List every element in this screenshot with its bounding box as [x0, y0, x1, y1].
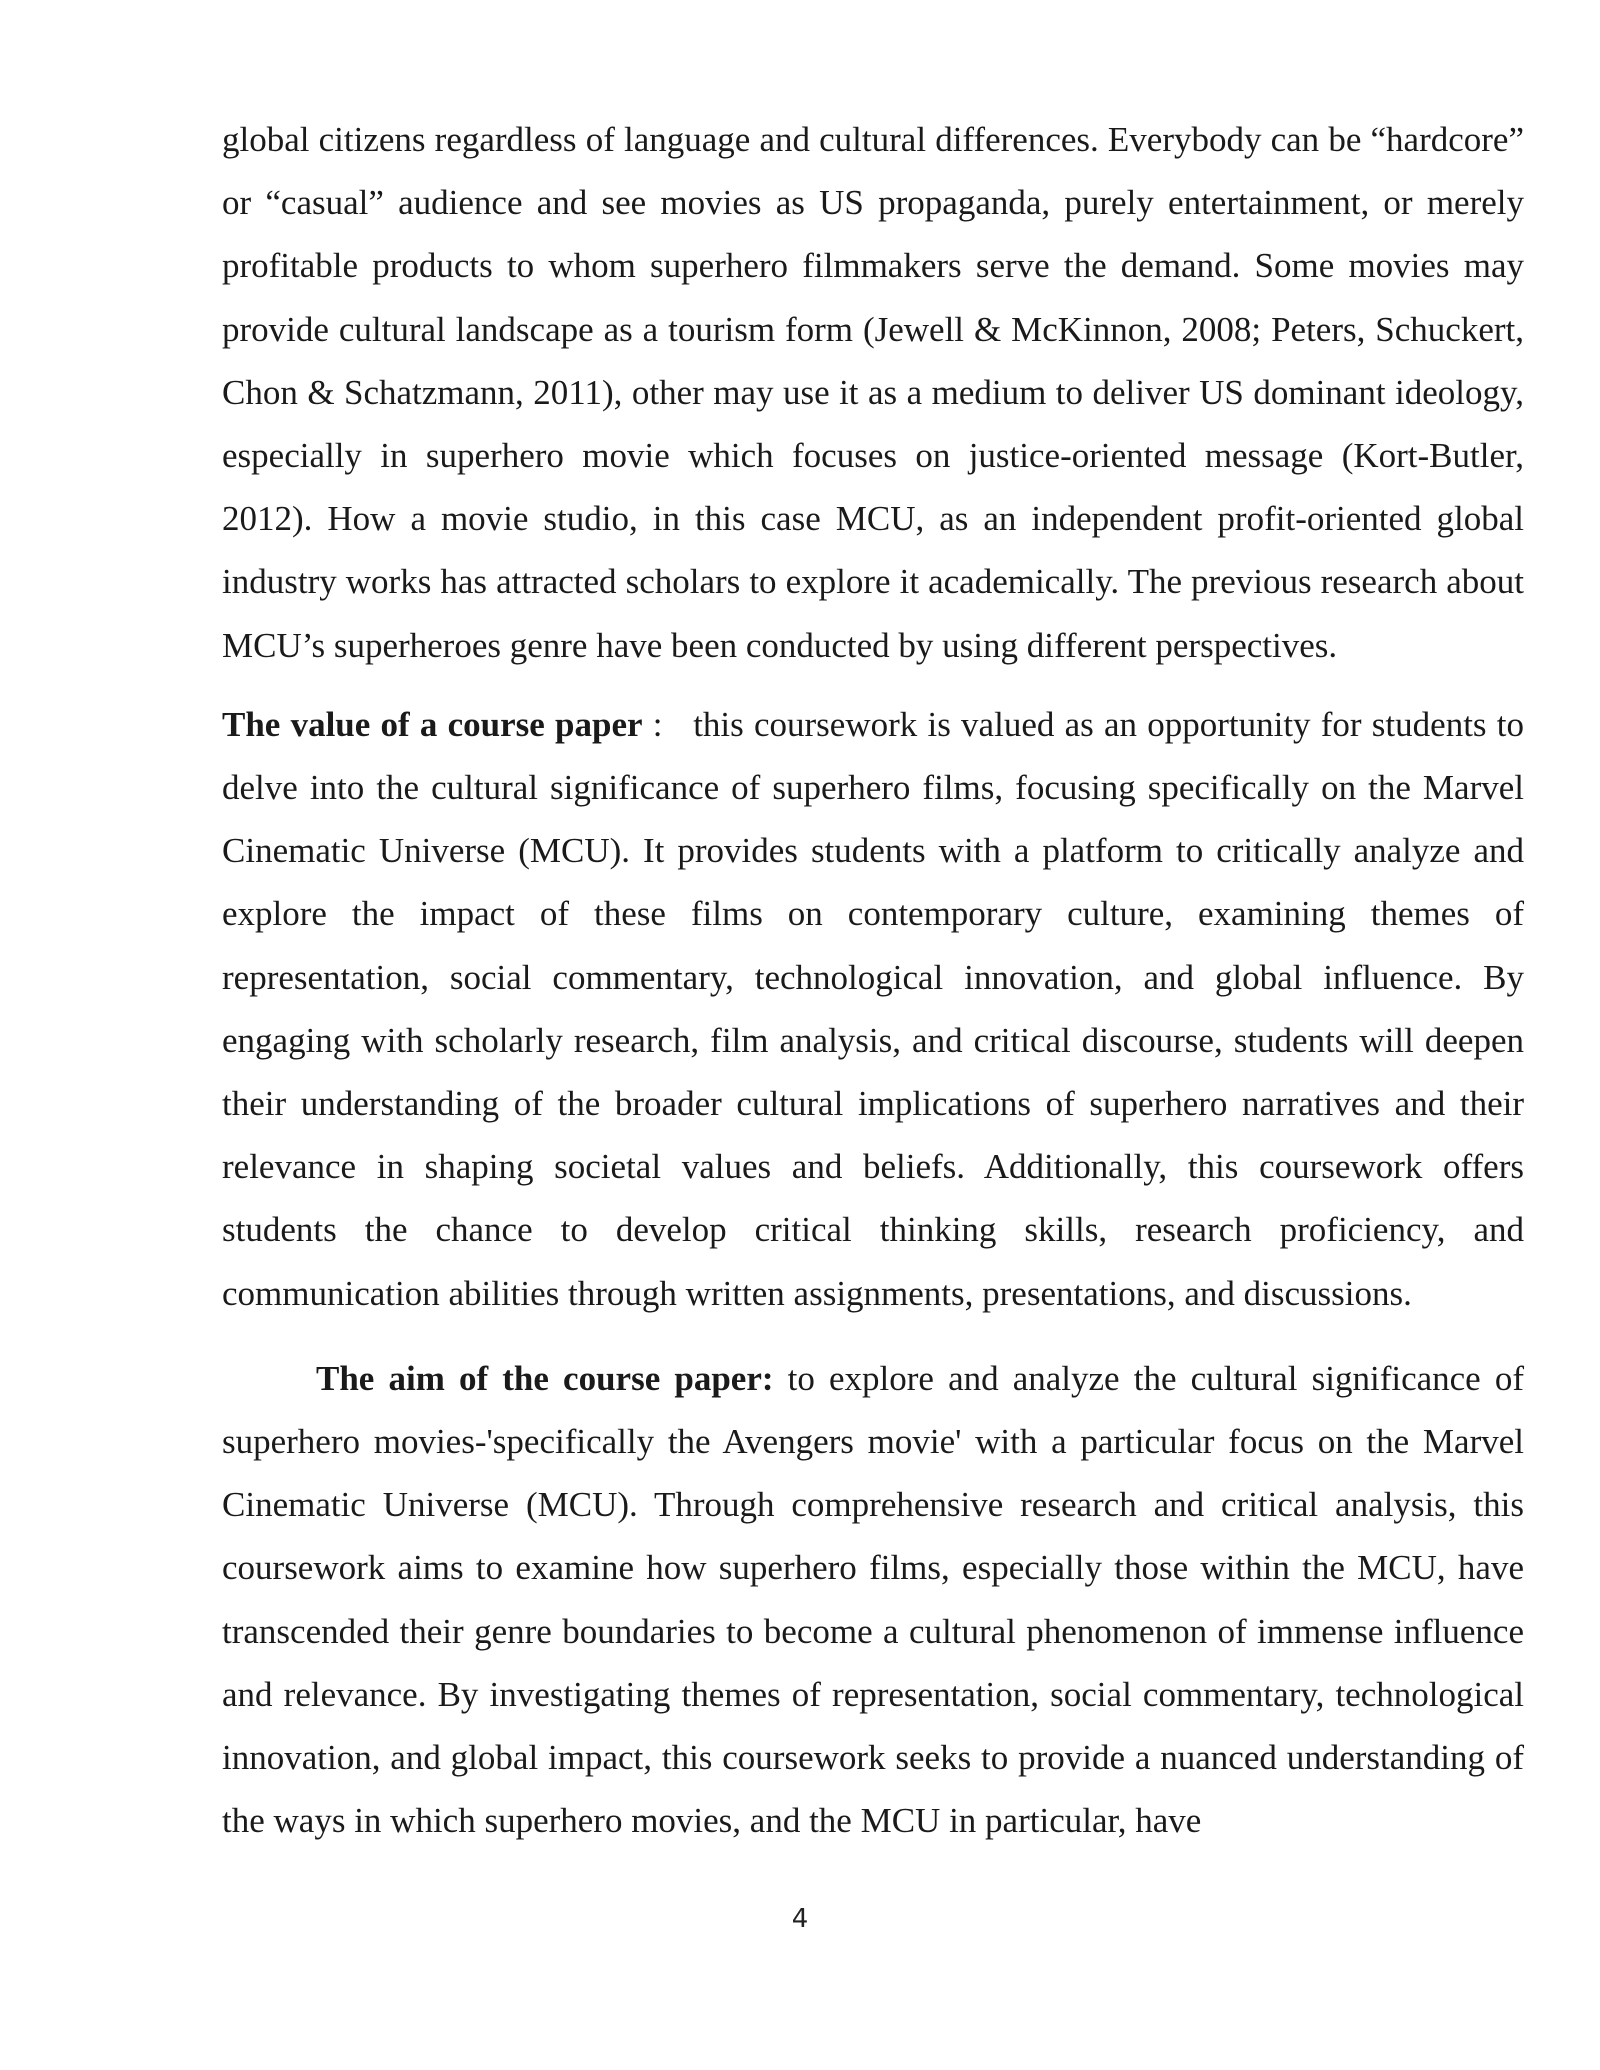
section-heading-value: The value of a course paper	[222, 704, 643, 744]
paragraph-course-value	[222, 693, 1524, 1325]
paragraph-text: this coursework is valued as an opportunity for students to delve into the cultural significance of superhero films, focusing specifically on the Marvel Cinematic Universe (MCU). It provides students with a platform to critically analyze and explore the impact of these films on contemporary culture, examining themes of representation, social commentary, technological innovation, and global influence. By engaging with scholarly research, film analysis, and critical discourse, students will deepen their understanding of the broader cultural implications of superhero narratives and their relevance in shaping societal values and beliefs. Additionally, this coursework offers students the chance to develop critical thinking skills, research proficiency, and communication abilities through written assignments, presentations, and discussions.	[222, 704, 1524, 1313]
paragraph-audience-context	[222, 108, 1524, 677]
page-body	[222, 108, 1524, 1852]
section-heading-aim: The aim of the course paper:	[316, 1358, 774, 1398]
paragraph-course-aim	[222, 1347, 1524, 1853]
heading-separator: :	[642, 704, 694, 744]
page-number: 4	[791, 1904, 809, 1934]
paragraph-text: global citizens regardless of language and cultural differences. Everybody can be “hardcore” or “casual” audience and see movies as US propaganda, purely entertainment, or merely profitable products to whom superhero filmmakers serve the demand. Some movies may provide cultural landscape as a tourism form (Jewell & McKinnon, 2008; Peters, Schuckert, Chon & Schatzmann, 2011), other may use it as a medium to deliver US dominant ideology, especially in superhero movie which focuses on justice-oriented message (Kort-Butler, 2012). How a movie studio, in this case MCU, as an independent profit-oriented global industry works has attracted scholars to explore it academically. The previous research about MCU’s superheroes genre have been conducted by using different perspectives.	[222, 120, 1524, 665]
paragraph-text: to explore and analyze the cultural significance of superhero movies-'specifically the Avengers movie' with a particular focus on the Marvel Cinematic Universe (MCU). Through comprehensive research and critical analysis, this coursework aims to examine how superhero films, especially those within the MCU, have transcended their genre boundaries to become a cultural phenomenon of immense influence and relevance. By investigating themes of representation, social commentary, technological innovation, and global impact, this coursework seeks to provide a nuanced understanding of the ways in which superhero movies, and the MCU in particular, have	[222, 1358, 1524, 1841]
